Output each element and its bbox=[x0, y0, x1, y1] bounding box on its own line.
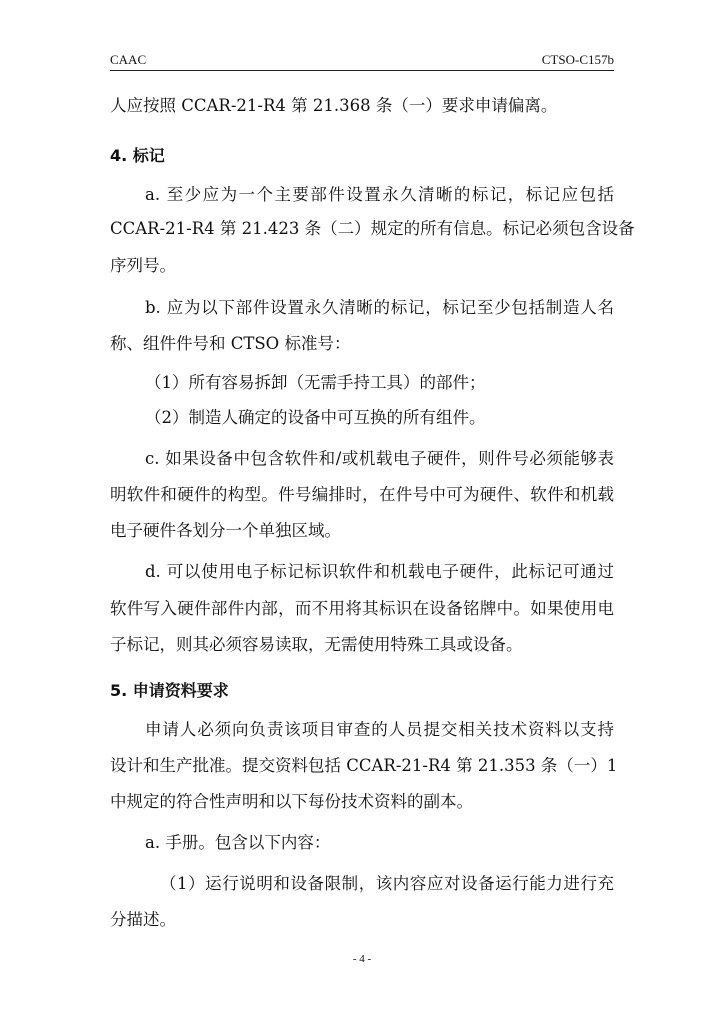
paragraph-line: 人应按照 CCAR-21-R4 第 21.368 条（一）要求申请偏离。 bbox=[110, 96, 558, 115]
paragraph-line: CCAR-21-R4 第 21.423 条（二）规定的所有信息。标记必须包含设备 bbox=[110, 219, 635, 238]
section-heading-marking: 4. 标记 bbox=[110, 146, 165, 165]
list-item: （1）运行说明和设备限制，该内容应对设备运行能力进行充 bbox=[160, 874, 614, 893]
paragraph-line: 软件写入硬件部件内部，而不用将其标识在设备铭牌中。如果使用电 bbox=[110, 599, 614, 618]
page-number: - 4 - bbox=[352, 953, 372, 965]
paragraph-line: 设计和生产批准。提交资料包括 CCAR-21-R4 第 21.353 条（一）1 bbox=[110, 756, 618, 775]
paragraph-line: a. 手册。包含以下内容： bbox=[145, 833, 331, 852]
paragraph-line: c. 如果设备中包含软件和/或机载电子硬件，则件号必须能够表 bbox=[145, 449, 614, 468]
header-organization: CAAC bbox=[110, 52, 147, 67]
paragraph-line: 电子硬件各划分一个单独区域。 bbox=[110, 521, 341, 540]
header-document-id: CTSO-C157b bbox=[541, 52, 614, 67]
paragraph-line: 称、组件件号和 CTSO 标准号： bbox=[110, 334, 351, 353]
paragraph-line: 子标记，则其必须容易读取，无需使用特殊工具或设备。 bbox=[110, 635, 523, 654]
paragraph-line: a. 至少应为一个主要部件设置永久清晰的标记，标记应包括 bbox=[145, 185, 614, 204]
section-heading-application-data: 5. 申请资料要求 bbox=[110, 681, 229, 700]
paragraph-line: d. 可以使用电子标记标识软件和机载电子硬件，此标记可通过 bbox=[145, 562, 614, 581]
paragraph-line: b. 应为以下部件设置永久清晰的标记，标记至少包括制造人名 bbox=[145, 298, 614, 317]
running-header bbox=[110, 50, 614, 71]
list-item: （1）所有容易拆卸（无需手持工具）的部件； bbox=[145, 373, 486, 392]
paragraph-line: 分描述。 bbox=[110, 910, 176, 929]
paragraph-line: 申请人必须向负责该项目审查的人员提交相关技术资料以支持 bbox=[145, 720, 614, 739]
list-item: （2）制造人确定的设备中可互换的所有组件。 bbox=[145, 408, 486, 427]
paragraph-line: 明软件和硬件的构型。件号编排时，在件号中可为硬件、软件和机载 bbox=[110, 485, 614, 504]
paragraph-line: 中规定的符合性声明和以下每份技术资料的副本。 bbox=[110, 792, 473, 811]
paragraph-line: 序列号。 bbox=[110, 256, 176, 275]
